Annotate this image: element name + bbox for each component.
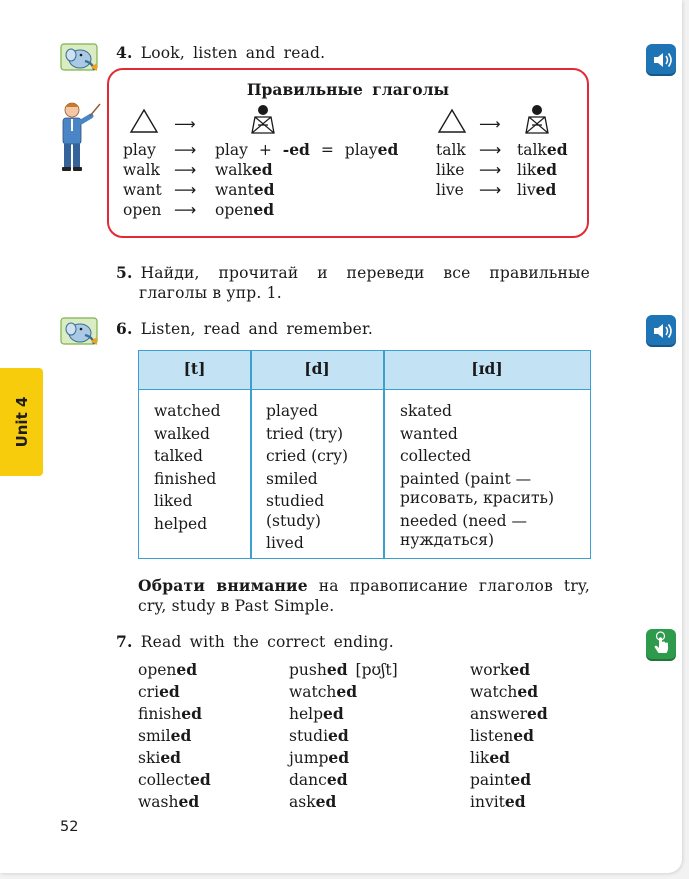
verb-item (289, 725, 398, 747)
column-t (154, 402, 221, 537)
ending: ed (504, 792, 526, 811)
stem: cri (138, 683, 160, 701)
verb: needed (need — (400, 511, 527, 530)
stem: watch (289, 683, 337, 701)
verb-item (470, 791, 548, 813)
verb: played (266, 402, 318, 420)
stem: work (470, 661, 510, 679)
formula-ending: -ed (282, 140, 310, 159)
regular-verbs-title: Правильные глаголы (246, 80, 450, 99)
base-verb: want (123, 181, 162, 199)
note-rest: на правописание глаголов try, (307, 577, 590, 595)
note-line2: cry, study в Past Simple. (138, 597, 335, 615)
ex6-number: 6. (116, 319, 133, 338)
note-line1 (138, 576, 590, 596)
verb-item (470, 747, 548, 769)
triangle-base-form-icon (129, 108, 159, 134)
verb-item (470, 769, 548, 791)
ex6-audio-button[interactable] (646, 315, 676, 347)
verb: wanted (400, 424, 458, 443)
verb: tried (try) (266, 424, 344, 443)
stem: wash (138, 793, 179, 811)
arrow: ⟶ (479, 141, 502, 159)
arrow: ⟶ (479, 181, 502, 199)
verb-item (138, 659, 211, 681)
ending: ed (315, 792, 337, 811)
left-past-verbs (215, 140, 398, 220)
ex7-column-3 (470, 659, 548, 813)
right-base-verbs (436, 140, 466, 200)
verb: skated (400, 402, 452, 420)
verb-item (138, 791, 211, 813)
past-verb: liked (517, 160, 558, 179)
ex7-instruction: Read with the correct ending. (140, 633, 394, 651)
pronunciation-table (138, 350, 591, 559)
ending: ed (527, 704, 548, 723)
stem: smil (138, 727, 171, 745)
ex7-interactive-button[interactable] (646, 629, 676, 661)
past-tense-figure-icon (249, 104, 277, 134)
unit-tab[interactable] (0, 368, 43, 476)
past-verb: opened (215, 200, 275, 219)
verb-item (138, 769, 211, 791)
formula-plus: + (258, 141, 272, 159)
ending: ed (181, 704, 202, 723)
past-verb: walked (215, 160, 273, 179)
column-divider (250, 351, 252, 558)
ending: ed (190, 770, 211, 789)
ending: ed (510, 770, 532, 789)
ending: ed (489, 748, 511, 767)
verb-item (289, 791, 398, 813)
ex7-column-2 (289, 659, 398, 813)
stem: invit (470, 793, 505, 811)
verb: talked (154, 447, 203, 465)
verb-translation: рисовать, красить) (400, 489, 555, 507)
verb-item (289, 769, 398, 791)
verb: cried (cry) (266, 447, 349, 465)
verb-item (470, 681, 548, 703)
verb-translation: нуждаться) (400, 531, 495, 549)
column-divider (383, 351, 385, 558)
right-arrows (479, 140, 501, 200)
verb: watched (154, 402, 221, 420)
formula-equals: = (320, 141, 334, 159)
speaker-icon (646, 44, 676, 76)
left-base-verbs (123, 140, 162, 220)
left-arrows (174, 140, 196, 220)
verb: helped (154, 514, 208, 533)
verb-item (138, 681, 211, 703)
ex5 (116, 263, 590, 303)
stem: studi (289, 727, 329, 745)
stem: help (289, 705, 324, 723)
ending: ed (336, 682, 358, 701)
verb-item (289, 659, 398, 681)
teacher-illustration-icon (56, 100, 102, 174)
stem: open (138, 661, 177, 679)
ending: ed (517, 682, 539, 701)
base-verb: live (436, 181, 464, 199)
header-arrow: ⟶ (174, 115, 196, 133)
ending: ed (178, 792, 200, 811)
column-d (266, 402, 348, 554)
header-d: [d] (304, 359, 330, 378)
ending: ed (328, 748, 350, 767)
ending: ed (170, 726, 192, 745)
ending: ed (176, 660, 198, 679)
stem: paint (470, 771, 511, 789)
base-verb: talk (436, 141, 466, 159)
stem: collect (138, 771, 191, 789)
stem: ask (289, 793, 316, 811)
stem: ski (138, 749, 161, 767)
elephant-listen-icon (60, 316, 100, 350)
base-verb: like (436, 161, 465, 179)
header-arrow: ⟶ (479, 115, 501, 133)
ex6-heading (116, 319, 373, 339)
verb: smiled (266, 469, 318, 488)
past-verb: talked (517, 140, 568, 159)
stem: jump (289, 749, 329, 767)
ending: ed (323, 704, 344, 723)
ex4-number: 4. (116, 43, 133, 62)
ending: ed (326, 660, 348, 679)
ex5-text-line2: глаголы в упр. 1. (139, 284, 282, 302)
stem: finish (138, 705, 182, 723)
verb-item (470, 725, 548, 747)
unit-tab-label: Unit 4 (12, 396, 31, 448)
past-verb: wanted (215, 180, 275, 199)
ex5-line1 (116, 263, 590, 283)
verb: painted (paint — (400, 469, 532, 488)
verb: collected (400, 447, 472, 465)
arrow: ⟶ (174, 181, 197, 199)
formula-base: play (215, 141, 248, 159)
ex6-note (138, 576, 590, 616)
verb: walked (154, 424, 210, 443)
verb: liked (154, 492, 193, 510)
stem: lik (470, 749, 490, 767)
elephant-listen-icon (60, 42, 100, 76)
verb: lived (266, 534, 304, 552)
page-number: 52 (60, 819, 79, 835)
verb-item (138, 725, 211, 747)
verb-item (138, 747, 211, 769)
past-verb: lived (517, 180, 557, 199)
ex7-heading (116, 632, 394, 652)
verb-item (470, 703, 548, 725)
regular-verbs-box (107, 68, 589, 238)
verb: finished (154, 469, 217, 488)
base-verb: walk (123, 161, 160, 179)
verb-item (289, 703, 398, 725)
hand-pointer-icon (646, 629, 676, 661)
ex5-number: 5. (116, 263, 133, 282)
ending: ed (513, 726, 534, 745)
arrow: ⟶ (174, 201, 197, 219)
ex6-instruction: Listen, read and remember. (140, 320, 374, 338)
ending: ed (328, 726, 349, 745)
ex4-heading (116, 43, 325, 63)
header-t: [t] (183, 359, 206, 378)
arrow: ⟶ (174, 161, 197, 179)
formula-row (215, 140, 398, 160)
ex4-audio-button[interactable] (646, 44, 676, 76)
stem: watch (470, 683, 518, 701)
past-tense-figure-icon (523, 104, 551, 134)
verb-item (289, 747, 398, 769)
ending: ed (326, 770, 348, 789)
ex7-number: 7. (116, 632, 133, 651)
verb-item (470, 659, 548, 681)
note-bold: Обрати внимание (138, 576, 308, 595)
speaker-icon (646, 315, 676, 347)
ex7-column-1 (138, 659, 211, 813)
stem: danc (289, 771, 327, 789)
verb: (study) (266, 511, 321, 530)
verb-item (138, 703, 211, 725)
ending: ed (159, 682, 180, 701)
triangle-base-form-icon (437, 108, 467, 134)
transcription: [pʊʃt] (355, 661, 398, 679)
column-id (400, 402, 554, 551)
formula-result: played (344, 140, 399, 159)
arrow: ⟶ (479, 161, 502, 179)
right-past-verbs (517, 140, 568, 200)
ex4-instruction: Look, listen and read. (140, 44, 326, 62)
arrow: ⟶ (174, 141, 197, 159)
ending: ed (509, 660, 531, 679)
base-verb: play (123, 141, 156, 159)
ending: ed (160, 748, 182, 767)
stem: push (289, 661, 327, 679)
verb: studied (266, 492, 325, 510)
header-id: [ɪd] (471, 359, 503, 378)
stem: answer (470, 705, 528, 723)
ex5-text-line1: Найди, прочитай и переведи все правильные (140, 264, 590, 282)
base-verb: open (123, 201, 162, 219)
verb-item (289, 681, 398, 703)
stem: listen (470, 727, 514, 745)
